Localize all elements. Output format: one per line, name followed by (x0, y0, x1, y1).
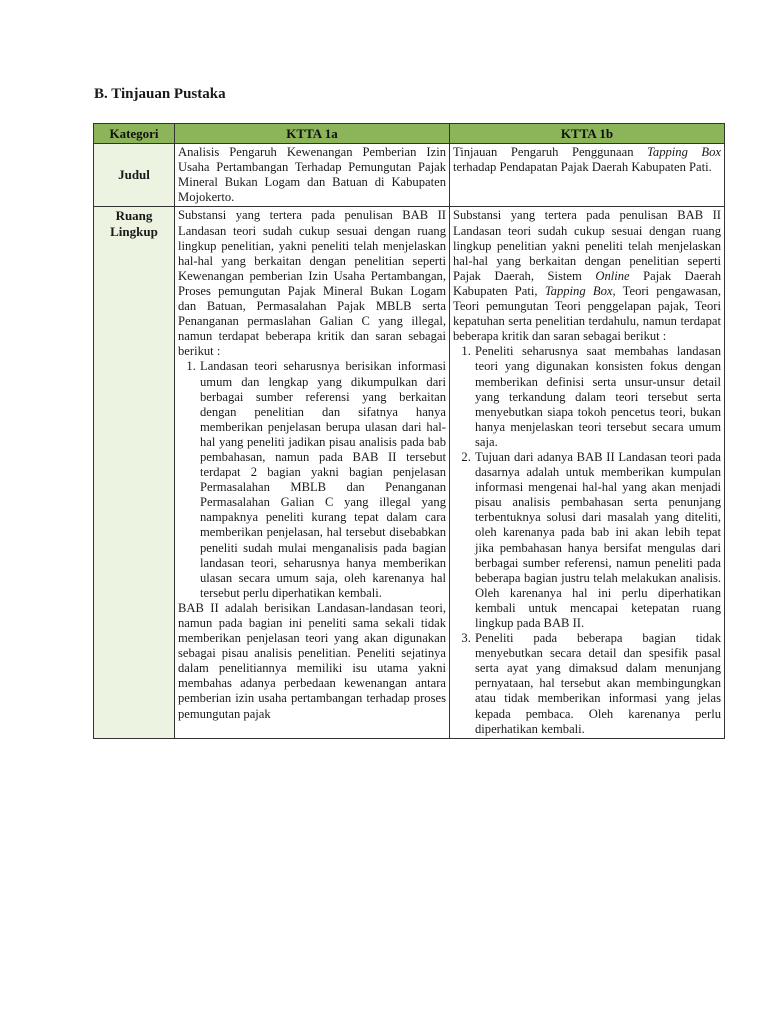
list-item: 1. Landasan teori seharusnya berisikan informasi umum dan lengkap yang dikumpulkan dari berbagai sumber referensi yang berkaitan dengan penelitian dan sifatnya hanya memberikan penjelasan berupa ulasan dari hal-hal yang peneliti jadikan pisau analisis pada bab pembahasan, namun pada BAB II tersebut terdapat 2 bagian yakni bagian penjelasan Permasalahan MBLB dan Penanganan Permasalahan Galian C yang illegal yang nampaknya peneliti kurang tepat dalam cara memberikan penjelasan, hal tersebut disebabkan peneliti sudah mulai menganalisis pada bagian landasan teori, seharusnya hanya memberikan ulasan secara umum saja, oleh karenanya hal tersebut perlu diperhatikan kembali. (199, 359, 446, 601)
ruang-lingkup-b-list (453, 344, 721, 736)
b-intro-italic-2: Tapping Box (544, 283, 613, 298)
ruang-lingkup-b-intro (453, 208, 721, 344)
ktta-comparison-table (93, 123, 725, 739)
judul-ktta-1a: Analisis Pengaruh Kewenangan Pemberian Izin Usaha Pertambangan Terhadap Pemungutan Pajak Mineral Bukan Logam dan Batuan di Kabupaten Mojokerto. (175, 144, 450, 207)
list-item: 3. Peneliti pada beberapa bagian tidak menyebutkan secara detail dan spesifik pasal serta ayat yang dimaksud dalam menunjang pernyataan, hal tersebut akan membingungkan atau tidak memberikan informasi yang jelas kepada pembaca. Oleh karenanya perlu diperhatikan kembali. (474, 631, 721, 737)
table-header-row (94, 124, 725, 144)
header-ktta-1b: KTTA 1b (450, 124, 725, 144)
header-ktta-1a: KTTA 1a (175, 124, 450, 144)
ruang-lingkup-a-list (178, 359, 446, 601)
b-intro-2: Pajak Daerah Kabupaten Pati, (453, 268, 721, 298)
section-title: B. Tinjauan Pustaka (94, 86, 226, 102)
judul-b-pre: Tinjauan Pengaruh Penggunaan (453, 145, 648, 160)
category-ruang-lingkup: Ruang Lingkup (94, 207, 175, 738)
row-ruang-lingkup (94, 207, 725, 738)
b-intro-italic-1: Online (595, 268, 630, 283)
category-judul: Judul (94, 144, 175, 207)
b-intro-1: Substansi yang tertera pada penulisan BAB II Landasan teori sudah cukup sesuai dengan ruang lingkup penelitian yakni peneliti telah menjelaskan hal-hal yang berkaitan dengan penelitian seperti Pajak Daerah, Sistem (453, 208, 721, 283)
list-item: 1. Peneliti seharusnya saat membahas landasan teori yang digunakan konsisten fokus dengan memberikan definisi serta unsur-unsur detail yang terkandung dalam teori tersebut serta menyebutkan siapa tokoh pencetus teori, bukan hanya menjelaskan teori tersebut secara umum saja. (474, 344, 721, 450)
list-item: 2. Tujuan dari adanya BAB II Landasan teori pada dasarnya adalah untuk memberikan kumpulan informasi mengenai hal-hal yang akan menjadi pisau analisis pembahasan serta penunjang terbentuknya solusi dari masalah yang diteliti, oleh karenanya pada bab ini akan lebih tepat jika pembahasan hanya bersifat mengulas dari berbagai sumber referensi, namun peneliti pada beberapa bagian justru telah melakukan analisis. Oleh karenanya hal ini perlu diperhatikan kembali untuk mencapai ketepatan ruang lingkup pada BAB II. (474, 450, 721, 631)
judul-ktta-1b (450, 144, 725, 207)
ruang-lingkup-a-intro: Substansi yang tertera pada penulisan BAB II Landasan teori sudah cukup sesuai dengan ruang lingkup penelitian, yakni peneliti telah menjelaskan hal-hal yang berkaitan dengan penelitian seperti Kewenangan pemberian Izin Usaha Pertambangan, Proses pemungutan Pajak Mineral Bukan Logam dan Batuan, Permasalahan Pajak MBLB serta Penanganan permaslahan Galian C yang illegal, namun terdapat beberapa kritik dan saran sebagai berikut : (178, 208, 446, 359)
ruang-lingkup-a-after: BAB II adalah berisikan Landasan-landasan teori, namun pada bagian ini peneliti sama sekali tidak memberikan penjelasan teori yang akan digunakan sebagai pisau analisis penelitian. Peneliti sejatinya dalam penelitiannya memiliki isu utama yakni membahas adanya perbedaan kewenangan antara pemberian izin usaha pertambangan terhadap proses pemungutan pajak (178, 600, 446, 721)
ruang-lingkup-ktta-1a (175, 207, 450, 738)
b-intro-3: , Teori pengawasan, Teori pemungutan Teori penggelapan pajak, Teori kepatuhan serta penelitian terdahulu, namun terdapat beberapa kritik dan saran sebagai berikut : (453, 283, 721, 344)
ruang-lingkup-ktta-1b (450, 207, 725, 738)
judul-b-post: terhadap Pendapatan Pajak Daerah Kabupaten Pati. (453, 160, 712, 175)
header-kategori: Kategori (94, 124, 175, 144)
judul-b-italic: Tapping Box (647, 145, 721, 160)
row-judul (94, 144, 725, 207)
